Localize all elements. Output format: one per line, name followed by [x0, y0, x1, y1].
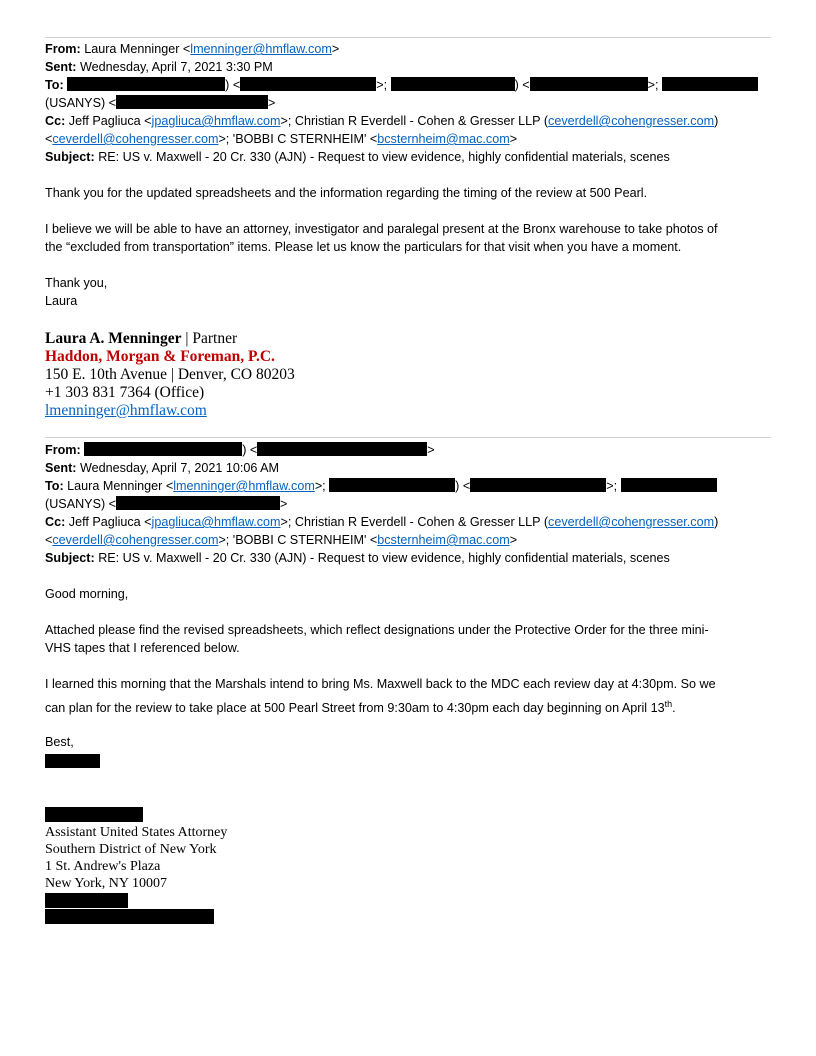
email2-from-row	[45, 441, 435, 459]
to-line2-prefix: (USANYS) <	[45, 96, 117, 110]
cc-email-link[interactable]: jpagliuca@hmflaw.com	[151, 114, 281, 128]
from-separator: ) <	[242, 443, 258, 457]
redaction-block	[84, 442, 242, 456]
cc-email-link[interactable]: ceverdell@cohengresser.com	[52, 132, 219, 146]
to-text: Laura Menninger <	[67, 479, 174, 493]
to-separator: >;	[314, 479, 326, 493]
to-line2-prefix: (USANYS) <	[45, 497, 117, 511]
redaction-block	[391, 77, 515, 91]
email1-to-row	[45, 76, 758, 94]
to-email-link[interactable]: lmenninger@hmflaw.com	[173, 479, 315, 493]
header-divider	[45, 437, 771, 438]
email2-body-paragraph-1-line-2: VHS tapes that I referenced below.	[45, 641, 240, 655]
signature-phone: +1 303 831 7364 (Office)	[45, 384, 205, 401]
signature-email-link[interactable]: lmenninger@hmflaw.com	[45, 402, 207, 419]
to-label: To:	[45, 479, 64, 493]
subject-value: RE: US v. Maxwell - 20 Cr. 330 (AJN) - Request to view evidence, highly confidential materials, scenes	[98, 551, 670, 565]
cc-text: <	[45, 533, 53, 547]
cc-text: <	[45, 132, 53, 146]
sent-label: Sent:	[45, 60, 77, 74]
from-email-link[interactable]: lmenninger@hmflaw.com	[190, 42, 332, 56]
cc-text: >	[509, 132, 518, 146]
body-text: .	[672, 701, 676, 716]
email2-sent-row	[45, 459, 279, 477]
cc-text: >; 'BOBBI C STERNHEIM' <	[218, 132, 378, 146]
signature-address: 150 E. 10th Avenue | Denver, CO 80203	[45, 366, 295, 383]
email2-body-paragraph-2-line-1: I learned this morning that the Marshals intend to bring Ms. Maxwell back to the MDC each review day at 4:30pm. So we	[45, 677, 716, 691]
to-line2-close: >	[268, 96, 276, 110]
cc-email-link[interactable]: ceverdell@cohengresser.com	[548, 515, 715, 529]
to-separator: ) <	[225, 78, 241, 92]
to-separator: >;	[376, 78, 388, 92]
signature-email-line	[45, 402, 207, 420]
ordinal-superscript: th	[664, 699, 673, 709]
signature-firm: Haddon, Morgan & Foreman, P.C.	[45, 348, 275, 365]
redaction-block	[530, 77, 648, 91]
body-text: can plan for the review to take place at 500 Pearl Street from 9:30am to 4:30pm each day beginning on April 13	[45, 701, 665, 716]
cc-text: >; Christian R Everdell - Cohen & Gresser LLP (	[280, 114, 549, 128]
cc-email-link[interactable]: bcsternheim@mac.com	[377, 132, 510, 146]
email2-body-paragraph-1-line-1: Attached please find the revised spreadsheets, which reflect designations under the Protective Order for the three mini-	[45, 623, 709, 637]
cc-text: )	[714, 114, 719, 128]
redaction-block	[116, 95, 268, 109]
redaction-block	[45, 807, 143, 822]
cc-text: )	[714, 515, 719, 529]
email1-to-row-2	[45, 94, 275, 112]
cc-text: Jeff Pagliuca <	[68, 515, 152, 529]
cc-label: Cc:	[45, 515, 66, 529]
sent-value: Wednesday, April 7, 2021 3:30 PM	[79, 60, 273, 74]
redaction-block	[67, 77, 225, 91]
redaction-block	[116, 496, 280, 510]
to-separator: ) <	[514, 78, 530, 92]
cc-text: >; Christian R Everdell - Cohen & Gresser LLP (	[280, 515, 549, 529]
to-separator: >;	[606, 479, 618, 493]
cc-text: Jeff Pagliuca <	[68, 114, 152, 128]
email2-to-row	[45, 477, 717, 495]
email1-cc-row	[45, 112, 718, 130]
to-line2-close: >	[280, 497, 288, 511]
email1-body-paragraph-2-line-1: I believe we will be able to have an attorney, investigator and paralegal present at the Bronx warehouse to take photos of	[45, 222, 718, 236]
email2-closing: Best,	[45, 735, 74, 749]
signature-name-line	[45, 330, 237, 348]
redaction-block	[240, 77, 376, 91]
from-label: From:	[45, 42, 81, 56]
cc-email-link[interactable]: ceverdell@cohengresser.com	[52, 533, 219, 547]
email1-body-paragraph-2-line-2: the “excluded from transportation” items. Please let us know the particulars for that visit when you have a moment.	[45, 240, 682, 254]
email1-cc-row-2	[45, 130, 517, 148]
header-divider-top	[45, 37, 771, 38]
signature-address-line-1: 1 St. Andrew's Plaza	[45, 859, 161, 874]
email2-body-paragraph-2-line-2	[45, 695, 676, 717]
email1-closing: Thank you,	[45, 276, 108, 290]
cc-email-link[interactable]: jpagliuca@hmflaw.com	[151, 515, 281, 529]
sent-value: Wednesday, April 7, 2021 10:06 AM	[79, 461, 280, 475]
email2-to-row-2	[45, 495, 287, 513]
email1-sent-row	[45, 58, 273, 76]
from-close: >	[427, 443, 435, 457]
subject-value: RE: US v. Maxwell - 20 Cr. 330 (AJN) - Request to view evidence, highly confidential materials, scenes	[98, 150, 670, 164]
email1-closing-name: Laura	[45, 294, 78, 308]
sent-label: Sent:	[45, 461, 77, 475]
signature-title: Assistant United States Attorney	[45, 825, 228, 840]
from-close: >	[331, 42, 340, 56]
redaction-block	[45, 754, 100, 768]
subject-label: Subject:	[45, 150, 95, 164]
redaction-block	[662, 77, 758, 91]
email1-body-paragraph-1: Thank you for the updated spreadsheets and the information regarding the timing of the review at 500 Pearl.	[45, 186, 648, 200]
cc-email-link[interactable]: ceverdell@cohengresser.com	[548, 114, 715, 128]
cc-label: Cc:	[45, 114, 66, 128]
redaction-block	[257, 442, 427, 456]
redaction-block	[45, 893, 128, 908]
email2-subject-row	[45, 549, 670, 567]
redaction-block	[329, 478, 455, 492]
email2-cc-row-2	[45, 531, 517, 549]
redaction-block	[45, 909, 214, 924]
to-label: To:	[45, 78, 64, 92]
email1-subject-row	[45, 148, 670, 166]
email1-from-row	[45, 40, 339, 58]
signature-name: Laura A. Menninger	[45, 330, 182, 347]
redaction-block	[470, 478, 606, 492]
redaction-block	[621, 478, 717, 492]
from-label: From:	[45, 443, 81, 457]
from-name: Laura Menninger <	[84, 42, 191, 56]
email2-cc-row	[45, 513, 718, 531]
cc-text: >; 'BOBBI C STERNHEIM' <	[218, 533, 378, 547]
signature-title: | Partner	[181, 330, 238, 347]
to-separator: ) <	[455, 479, 471, 493]
cc-text: >	[509, 533, 518, 547]
subject-label: Subject:	[45, 551, 95, 565]
to-separator: >;	[647, 78, 659, 92]
cc-email-link[interactable]: bcsternheim@mac.com	[377, 533, 510, 547]
email2-greeting: Good morning,	[45, 587, 129, 601]
signature-office: Southern District of New York	[45, 842, 217, 857]
signature-address-line-2: New York, NY 10007	[45, 876, 167, 891]
